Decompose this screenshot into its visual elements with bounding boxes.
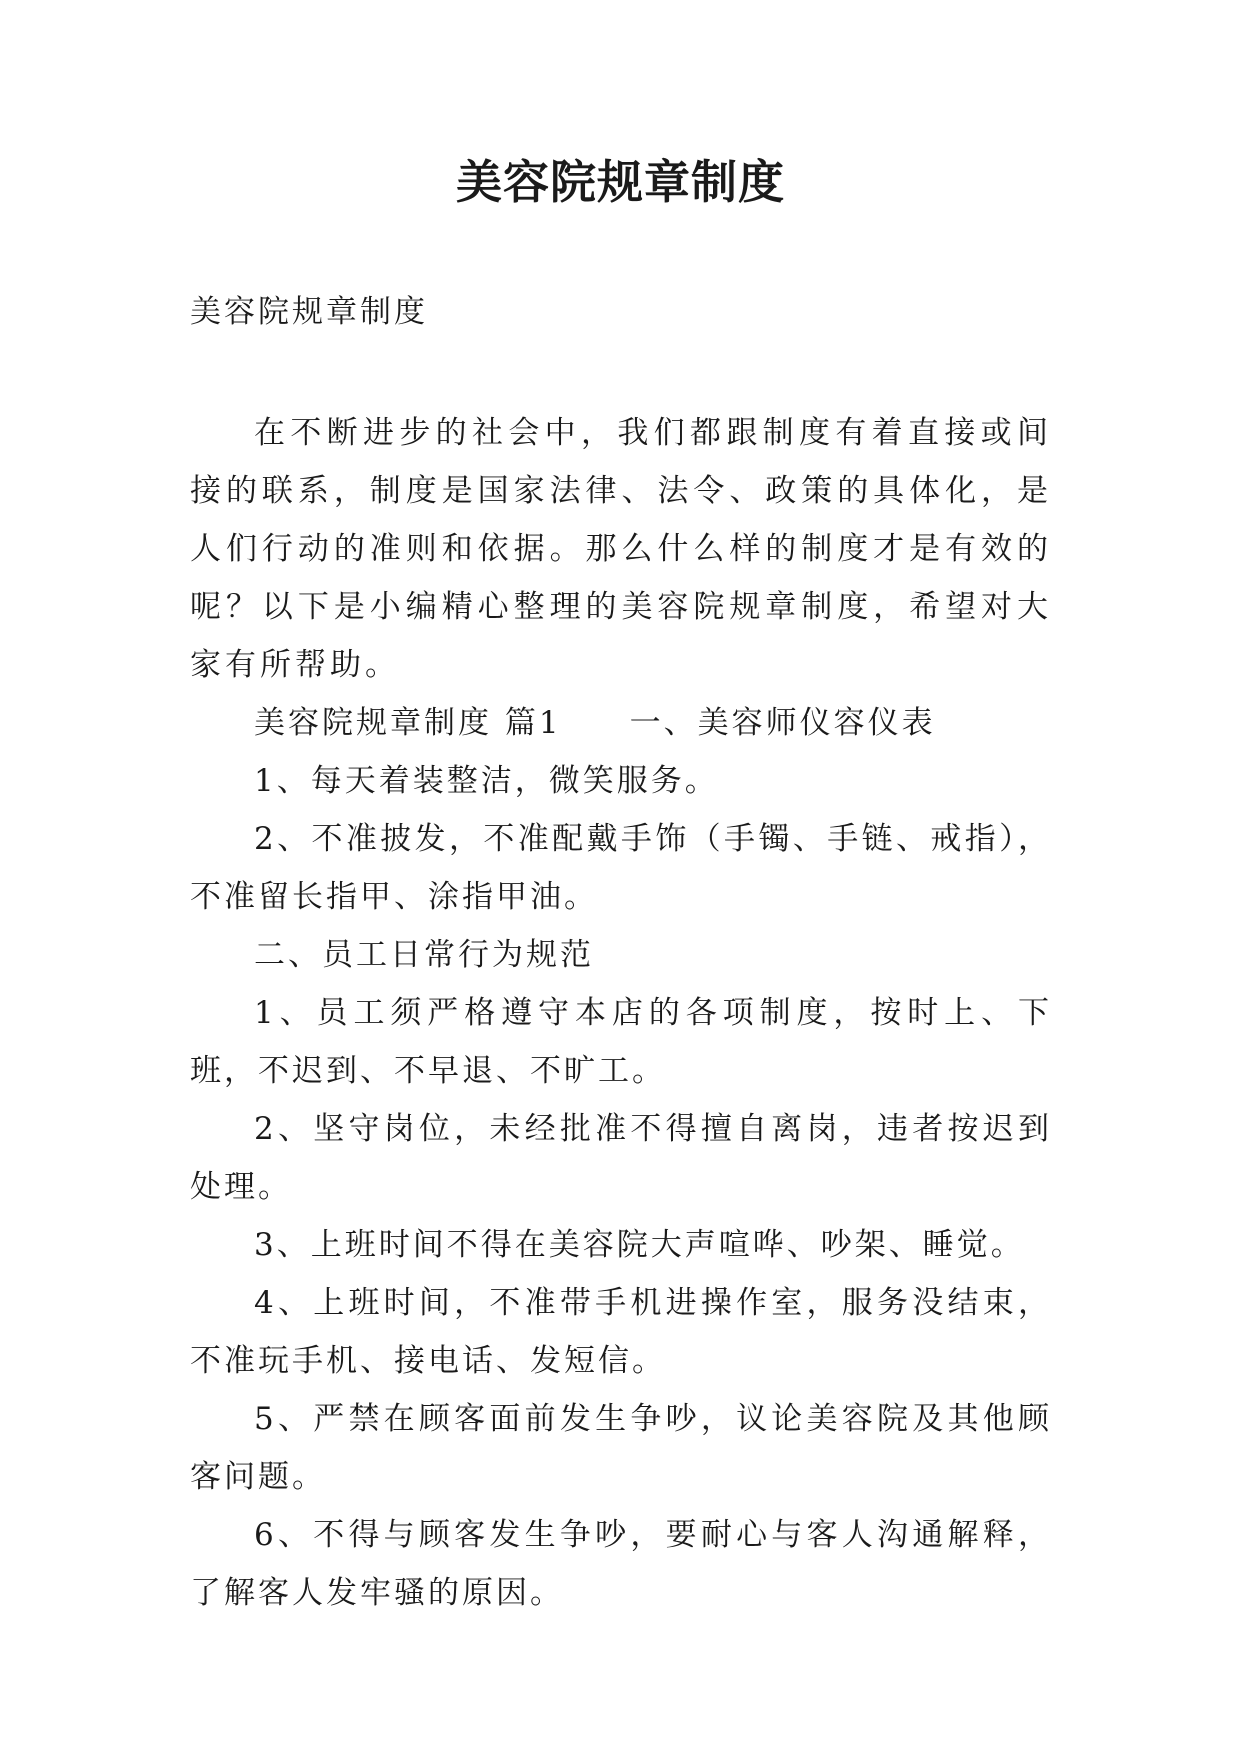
intro-paragraph: 在不断进步的社会中，我们都跟制度有着直接或间接的联系，制度是国家法律、法令、政策的具体化，是人们行动的准则和依据。那么什么样的制度才是有效的呢？以下是小编精心整理的美容院规章制度，希望对大家有所帮助。 — [190, 415, 1052, 683]
rule-paragraph: 1、每天着装整洁，微笑服务。 — [254, 763, 719, 799]
rule-paragraph: 2、坚守岗位，未经批准不得擅自离岗，违者按迟到处理。 — [190, 1111, 1052, 1205]
rule-paragraph: 4、上班时间，不准带手机进操作室，服务没结束，不准玩手机、接电话、发短信。 — [190, 1285, 1052, 1379]
rule-paragraph: 5、严禁在顾客面前发生争吵，议论美容院及其他顾客问题。 — [190, 1401, 1052, 1495]
rule-paragraph: 3、上班时间不得在美容院大声喧哗、吵架、睡觉。 — [254, 1227, 1025, 1263]
document-subtitle: 美容院规章制度 — [190, 294, 428, 330]
section-heading-2: 二、员工日常行为规范 — [254, 937, 594, 973]
rule-paragraph: 6、不得与顾客发生争吵，要耐心与客人沟通解释，了解客人发牢骚的原因。 — [190, 1517, 1052, 1611]
rule-paragraph: 2、不准披发，不准配戴手饰（手镯、手链、戒指），不准留长指甲、涂指甲油。 — [190, 821, 1052, 915]
rule-paragraph: 1、员工须严格遵守本店的各项制度，按时上、下班，不迟到、不早退、不旷工。 — [190, 995, 1052, 1089]
document-body — [190, 404, 1052, 1622]
document-title: 美容院规章制度 — [456, 155, 785, 209]
section-heading-1: 美容院规章制度 篇1 一、美容师仪容仪表 — [254, 705, 936, 741]
